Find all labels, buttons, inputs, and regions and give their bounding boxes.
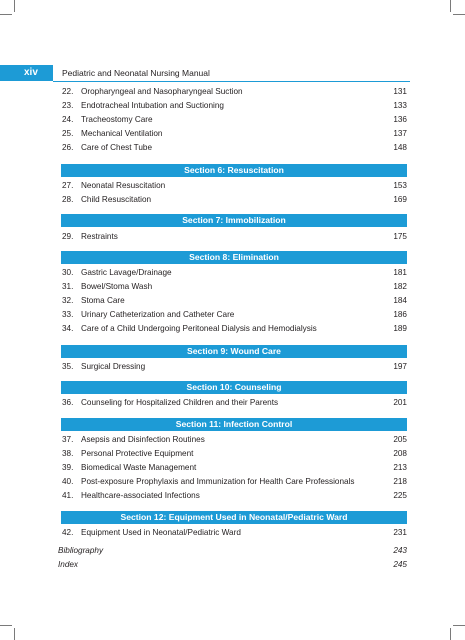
section-rule [61, 357, 407, 358]
entry-number: 28. [62, 195, 74, 204]
entry-number: 29. [62, 232, 74, 241]
toc-entry[interactable] [0, 231, 465, 243]
entry-page: 136 [393, 115, 407, 124]
toc-entry[interactable] [0, 476, 465, 488]
entry-number: 38. [62, 449, 74, 458]
toc-entry[interactable] [0, 397, 465, 409]
section-rule [61, 263, 407, 264]
entry-number: 40. [62, 477, 74, 486]
entry-page: 243 [393, 546, 407, 555]
entry-page: 182 [393, 282, 407, 291]
section-heading: Section 8: Elimination [61, 251, 407, 263]
entry-title: Bibliography [58, 546, 104, 555]
entry-page: 153 [393, 181, 407, 190]
entry-number: 31. [62, 282, 74, 291]
entry-page: 208 [393, 449, 407, 458]
entry-number: 24. [62, 115, 74, 124]
section-heading: Section 9: Wound Care [61, 345, 407, 357]
section-rule [61, 176, 407, 177]
toc-entry[interactable] [0, 86, 465, 98]
entry-page: 213 [393, 463, 407, 472]
entry-page: 175 [393, 232, 407, 241]
entry-number: 30. [62, 268, 74, 277]
entry-title: Counseling for Hospitalized Children and their Parents [81, 398, 279, 407]
entry-title: Gastric Lavage/Drainage [81, 268, 172, 277]
entry-page: 181 [393, 268, 407, 277]
entry-title: Restraints [81, 232, 118, 241]
running-title: Pediatric and Neonatal Nursing Manual [62, 68, 210, 78]
entry-number: 42. [62, 528, 74, 537]
toc-entry[interactable] [0, 361, 465, 373]
entry-title: Index [58, 560, 79, 569]
section-rule [61, 393, 407, 394]
toc-bibliography[interactable] [0, 545, 465, 557]
entry-number: 39. [62, 463, 74, 472]
entry-number: 33. [62, 310, 74, 319]
entry-title: Post-exposure Prophylaxis and Immunization for Health Care Professionals [81, 477, 355, 486]
entry-title: Stoma Care [81, 296, 125, 305]
entry-title: Bowel/Stoma Wash [81, 282, 153, 291]
entry-page: 231 [393, 528, 407, 537]
entry-page: 245 [393, 560, 407, 569]
entry-title: Surgical Dressing [81, 362, 146, 371]
section-rule [61, 226, 407, 227]
entry-number: 22. [62, 87, 74, 96]
section-heading: Section 6: Resuscitation [61, 164, 407, 176]
entry-number: 35. [62, 362, 74, 371]
entry-number: 32. [62, 296, 74, 305]
toc-entry[interactable] [0, 448, 465, 460]
section-heading: Section 7: Immobilization [61, 214, 407, 226]
toc-entry[interactable] [0, 267, 465, 279]
entry-title: Care of a Child Undergoing Peritoneal Dialysis and Hemodialysis [81, 324, 317, 333]
toc-entry[interactable] [0, 434, 465, 446]
entry-page: 205 [393, 435, 407, 444]
section-rule [61, 523, 407, 524]
entry-page: 148 [393, 143, 407, 152]
toc-entry[interactable] [0, 114, 465, 126]
entry-title: Child Resuscitation [81, 195, 152, 204]
entry-page: 184 [393, 296, 407, 305]
section-heading: Section 10: Counseling [61, 381, 407, 393]
entry-title: Biomedical Waste Management [81, 463, 197, 472]
entry-page: 131 [393, 87, 407, 96]
toc-entry[interactable] [0, 194, 465, 206]
toc-entry[interactable] [0, 309, 465, 321]
entry-number: 27. [62, 181, 74, 190]
toc-index[interactable] [0, 559, 465, 571]
entry-page: 197 [393, 362, 407, 371]
entry-number: 41. [62, 491, 74, 500]
toc-entry[interactable] [0, 527, 465, 539]
entry-number: 34. [62, 324, 74, 333]
toc-entry[interactable] [0, 100, 465, 112]
entry-title: Mechanical Ventilation [81, 129, 163, 138]
entry-page: 201 [393, 398, 407, 407]
entry-title: Personal Protective Equipment [81, 449, 194, 458]
entry-page: 186 [393, 310, 407, 319]
section-heading: Section 12: Equipment Used in Neonatal/Pediatric Ward [61, 511, 407, 523]
toc-entry[interactable] [0, 490, 465, 502]
toc-entry[interactable] [0, 142, 465, 154]
entry-title: Care of Chest Tube [81, 143, 152, 152]
toc-entry[interactable] [0, 323, 465, 335]
toc-entry[interactable] [0, 180, 465, 192]
entry-title: Asepsis and Disinfection Routines [81, 435, 205, 444]
toc-entry[interactable] [0, 281, 465, 293]
entry-page: 218 [393, 477, 407, 486]
entry-page: 169 [393, 195, 407, 204]
entry-title: Oropharyngeal and Nasopharyngeal Suction [81, 87, 243, 96]
entry-number: 36. [62, 398, 74, 407]
entry-title: Endotracheal Intubation and Suctioning [81, 101, 224, 110]
entry-page: 189 [393, 324, 407, 333]
section-heading: Section 11: Infection Control [61, 418, 407, 430]
entry-title: Urinary Catheterization and Catheter Care [81, 310, 235, 319]
toc-entry[interactable] [0, 128, 465, 140]
entry-page: 225 [393, 491, 407, 500]
entry-title: Neonatal Resuscitation [81, 181, 166, 190]
entry-number: 25. [62, 129, 74, 138]
entry-title: Tracheostomy Care [81, 115, 153, 124]
entry-page: 133 [393, 101, 407, 110]
entry-number: 23. [62, 101, 74, 110]
entry-number: 37. [62, 435, 74, 444]
toc-entry[interactable] [0, 462, 465, 474]
toc-entry[interactable] [0, 295, 465, 307]
entry-page: 137 [393, 129, 407, 138]
entry-title: Equipment Used in Neonatal/Pediatric Ward [81, 528, 241, 537]
section-rule [61, 430, 407, 431]
entry-title: Healthcare-associated Infections [81, 491, 200, 500]
entry-number: 26. [62, 143, 74, 152]
page-number: xiv [24, 67, 38, 78]
